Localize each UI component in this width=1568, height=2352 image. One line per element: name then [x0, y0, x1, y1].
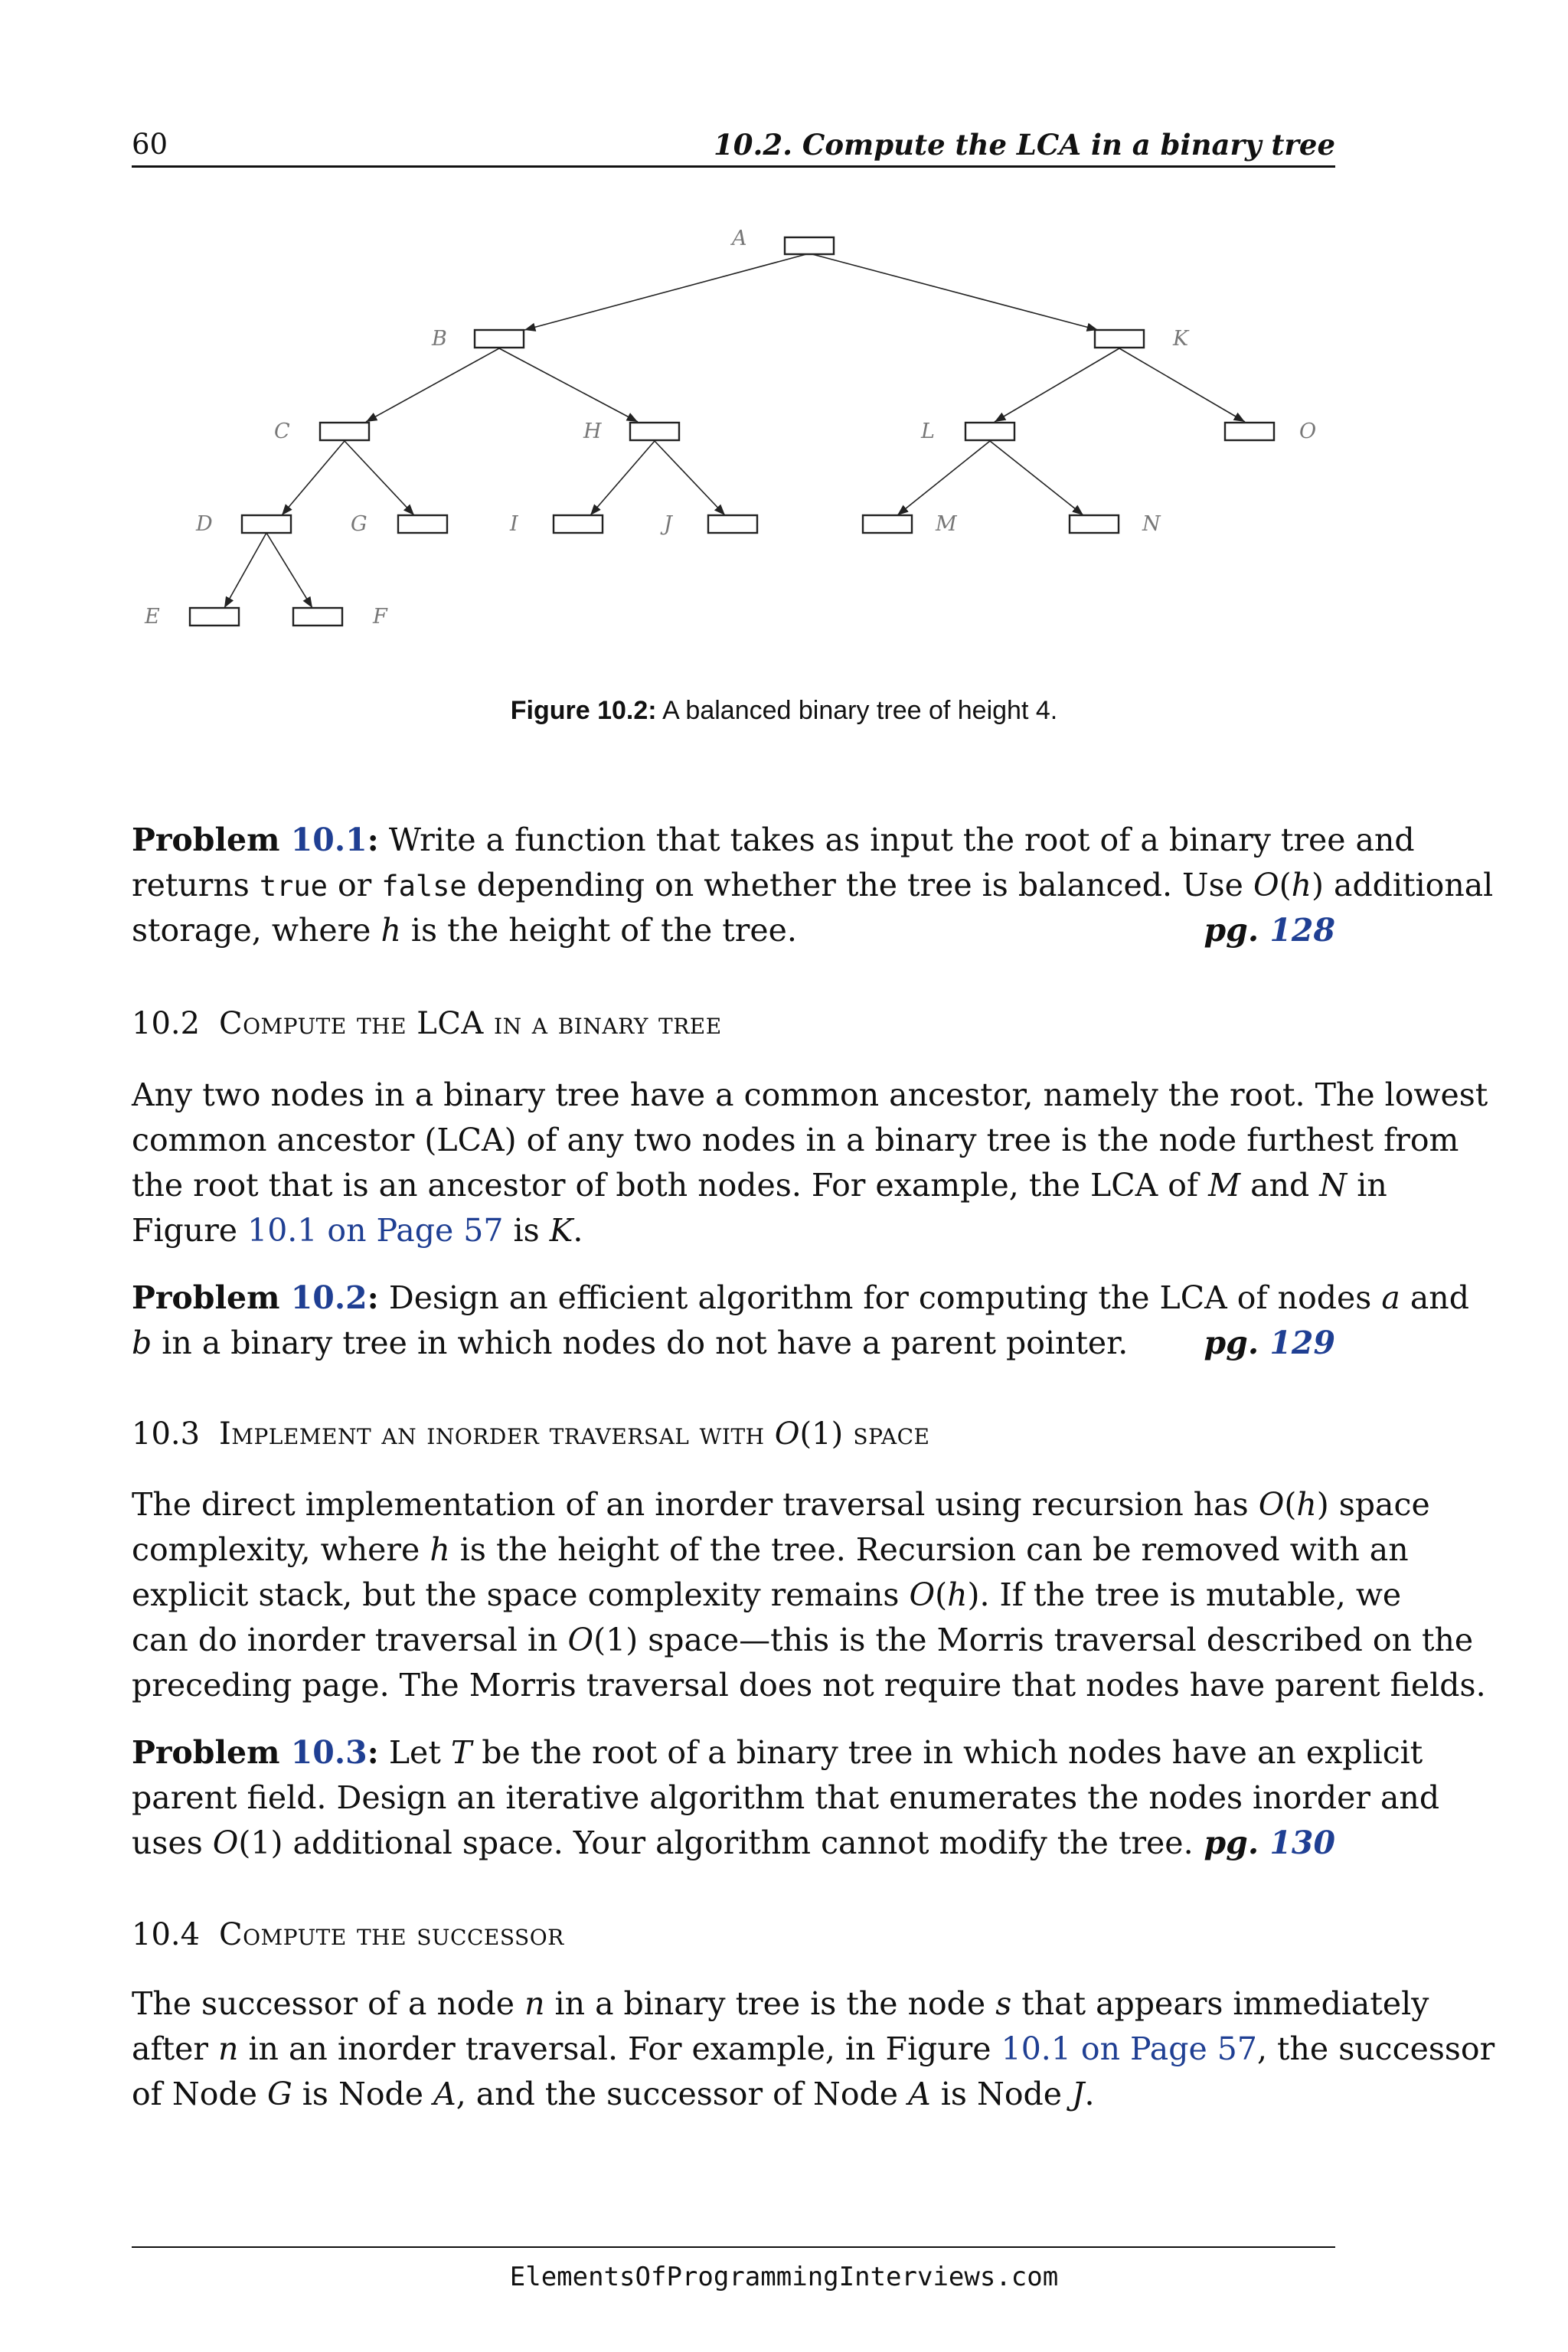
edge-b-h — [499, 348, 638, 422]
tree-node-f — [293, 608, 342, 626]
node-label-e: E — [145, 605, 160, 629]
edge-c-g — [345, 441, 414, 515]
page-header — [132, 127, 1335, 168]
section-heading-10-4: 10.4 Compute the successor — [132, 1917, 564, 1952]
edge-k-o — [1119, 348, 1245, 422]
problem-label: Problem — [132, 1279, 280, 1316]
tree-node-a — [785, 237, 834, 254]
page-number: 60 — [132, 128, 168, 161]
tree-node-g — [398, 515, 447, 533]
node-label-b: B — [432, 327, 447, 351]
section-heading-10-2: 10.2 Compute the LCA in a binary tree — [132, 1006, 722, 1041]
node-label-n: N — [1142, 512, 1161, 536]
tree-node-o — [1225, 423, 1274, 440]
tree-node-h — [630, 423, 679, 440]
problem-10-1-link[interactable]: 10.1 — [290, 822, 368, 858]
edge-b-c — [366, 348, 499, 422]
node-label-h: H — [583, 420, 602, 443]
tree-node-k — [1095, 330, 1144, 348]
figure-10-1-link[interactable]: 10.1 on Page 57 — [247, 1212, 504, 1249]
node-label-i: I — [510, 512, 518, 536]
node-label-k: K — [1173, 327, 1189, 351]
figure-caption — [0, 694, 1568, 727]
problem-label: Problem — [132, 1734, 280, 1771]
problem-10-1-line-2: returns true or false depending on whether the tree is balanced. Use O(h) additional — [132, 867, 1494, 903]
node-label-f: F — [373, 605, 387, 629]
problem-10-2-link[interactable]: 10.2 — [290, 1279, 368, 1316]
problem-10-1 — [132, 818, 1494, 953]
edge-l-n — [990, 441, 1083, 515]
tree-node-i — [554, 515, 603, 533]
edge-k-l — [995, 348, 1119, 422]
tree-node-e — [190, 608, 239, 626]
tree-node-n — [1070, 515, 1119, 533]
footer-site: ElementsOfProgrammingInterviews.com — [509, 2262, 1059, 2292]
node-label-o: O — [1299, 420, 1317, 443]
tree-node-m — [863, 515, 912, 533]
footer-rule — [132, 2246, 1335, 2248]
node-label-d: D — [196, 512, 213, 536]
header-rule — [132, 165, 1335, 168]
paragraph-inorder: The direct implementation of an inorder traversal using recursion has O(h) space complexity, where h is the height of the tree. Recursion can be removed with an explicit stack, but the space complexity remains O(h). If the tree is mutable, we can do inorder traversal in O(1) space—this is the Morris traversal described on the preceding page. The Morris traversal does not require that nodes have parent fields. — [132, 1486, 1486, 1704]
node-label-g: G — [351, 512, 368, 536]
tree-node-c — [320, 423, 369, 440]
solution-page-ref[interactable]: pg. 129 — [1204, 1325, 1335, 1361]
tree-node-j — [708, 515, 757, 533]
tree-node-l — [965, 423, 1014, 440]
edge-h-i — [590, 441, 655, 515]
problem-10-3-link[interactable]: 10.3 — [290, 1734, 368, 1771]
node-label-a: A — [732, 227, 747, 250]
figure-caption-label: Figure 10.2: — [510, 696, 657, 725]
edge-a-b — [524, 253, 809, 330]
problem-10-3: Problem 10.3: Let T be the root of a binary tree in which nodes have an explicit parent field. Design an iterative algorithm that enumerates the nodes inorder and uses O(1) additional space. Your algorithm cannot modify the tree. pg. 130 — [132, 1730, 1335, 1866]
edge-l-m — [897, 441, 990, 515]
node-label-m: M — [936, 512, 957, 536]
tree-node-d — [242, 515, 291, 533]
problem-10-1-line-3: storage, where h is the height of the tree. pg. 128 — [132, 908, 1335, 953]
solution-page-ref[interactable]: pg. 130 — [1204, 1824, 1335, 1861]
node-label-c: C — [274, 420, 290, 443]
figure-caption-text: A balanced binary tree of height 4. — [656, 696, 1058, 725]
edge-c-d — [282, 441, 345, 515]
paragraph-successor: The successor of a node n in a binary tree is the node s that appears immediately after n in an inorder traversal. For example, in Figure 10.1 on Page 57, the successor of Node G is Node A, and the successor of Node A is Node J. — [132, 1985, 1495, 2112]
paragraph-lca: Any two nodes in a binary tree have a common ancestor, namely the root. The lowest common ancestor (LCA) of any two nodes in a binary tree is the node furthest from the root that is an ancestor of both nodes. For example, the LCA of M and N in Figure 10.1 on Page 57 is K. — [132, 1076, 1488, 1249]
problem-label: Problem — [132, 822, 280, 858]
code-true: true — [259, 870, 328, 903]
running-title: 10.2. Compute the LCA in a binary tree — [714, 128, 1335, 162]
problem-10-2: Problem 10.2: Design an efficient algorithm for computing the LCA of nodes a and b in a binary tree in which nodes do not have a parent pointer. pg. 129 — [132, 1276, 1335, 1366]
section-heading-10-3: 10.3 Implement an inorder traversal with O(1) space — [132, 1416, 930, 1452]
edge-a-k — [809, 253, 1098, 330]
edge-h-j — [655, 441, 725, 515]
solution-page-ref[interactable]: pg. 128 — [1204, 912, 1335, 949]
figure-10-1-link[interactable]: 10.1 on Page 57 — [1001, 2030, 1257, 2067]
node-label-l: L — [921, 420, 935, 443]
edge-d-f — [266, 533, 312, 608]
edge-d-e — [224, 533, 266, 608]
code-false: false — [381, 870, 467, 903]
problem-10-1-line-1: Problem 10.1: Write a function that takes as input the root of a binary tree and — [132, 822, 1415, 858]
node-label-j: J — [664, 512, 672, 536]
tree-node-b — [475, 330, 524, 348]
binary-tree-figure — [0, 214, 1568, 643]
